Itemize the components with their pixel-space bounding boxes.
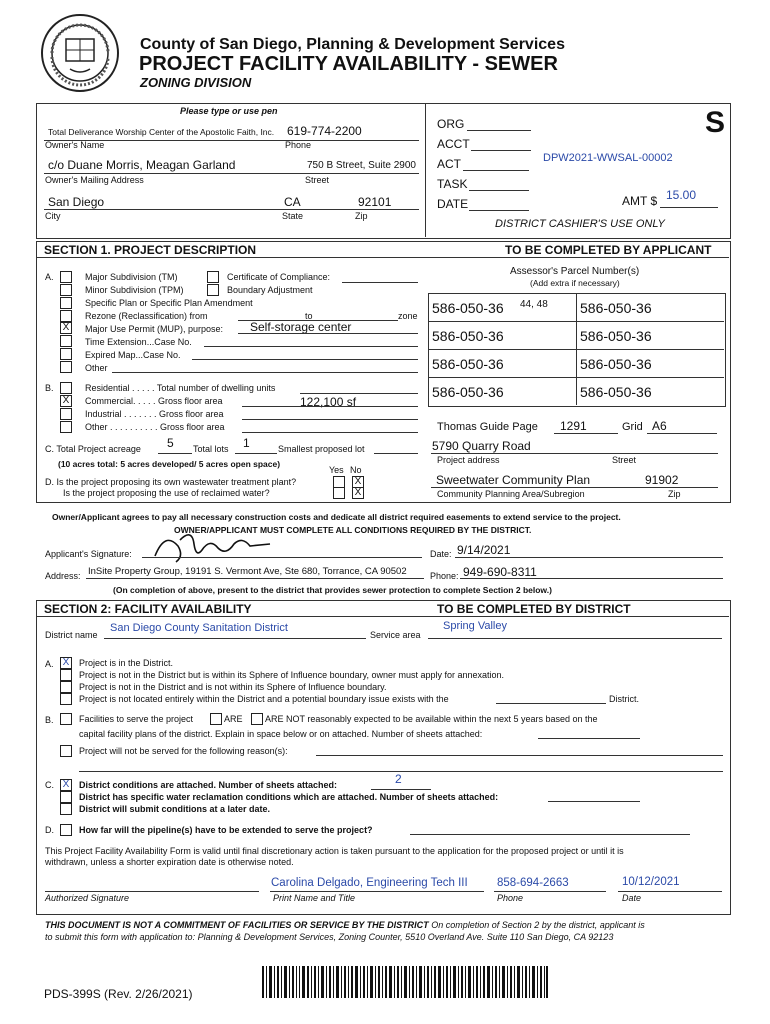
section1-title: SECTION 1. PROJECT DESCRIPTION xyxy=(44,243,257,257)
barcode xyxy=(262,966,548,998)
a-item-3: Project is not in the District and is not within its Sphere of Influence boundary. xyxy=(79,682,387,692)
cashier-task: TASK xyxy=(437,177,468,191)
c-item-2: District has specific water reclamation conditions which are attached. Number of sheets attached: xyxy=(79,792,499,802)
checkbox-later[interactable] xyxy=(60,803,72,815)
checkbox-not-sphere[interactable] xyxy=(60,681,72,693)
community-label: Community Planning Area/Subregion xyxy=(437,489,585,499)
service-area-label: Service area xyxy=(370,630,421,640)
thomas-guide-page: 1291 xyxy=(560,419,587,433)
phone-label: Phone xyxy=(285,140,312,150)
please-type: Please type or use pen xyxy=(180,106,278,116)
checkbox-pipeline[interactable] xyxy=(60,824,72,836)
agreement-address: InSite Property Group, 19191 S. Vermont Ave, Ste 680, Torrance, CA 90502 xyxy=(88,566,407,577)
agreement-phone: 949-690-8311 xyxy=(463,565,537,579)
agreement-date: 9/14/2021 xyxy=(457,543,511,557)
grid-value: A6 xyxy=(652,419,667,433)
mailing-street: 750 B Street, Suite 2900 xyxy=(307,160,416,171)
completion-note: (On completion of above, present to the district that provides sewer protection to complete Section 2 below.) xyxy=(113,585,552,595)
grid-label: Grid xyxy=(622,421,643,433)
parcel-left-3: 586-050-36 xyxy=(432,356,504,372)
print-name: Carolina Delgado, Engineering Tech III xyxy=(271,877,468,889)
signature-label: Applicant's Signature: xyxy=(45,549,132,559)
notice-line2: to submit this form with application to: Planning & Development Services, Zoning Counter, 5510 Overland Ave. Suite 110 San Diego, CA 92123 xyxy=(45,932,614,942)
checkbox-expired-map[interactable] xyxy=(60,348,72,360)
agreement-line2: OWNER/APPLICANT MUST COMPLETE ALL CONDITIONS REQUIRED BY THE DISTRICT. xyxy=(174,525,532,535)
c-item-3: District will submit conditions at a later date. xyxy=(79,804,271,814)
community-zip-label: Zip xyxy=(668,489,681,499)
agreement-address-label: Address: xyxy=(45,571,81,581)
owner-city: San Diego xyxy=(48,195,105,209)
checkbox-in-district[interactable]: X xyxy=(60,657,72,669)
checkbox-boundary[interactable] xyxy=(207,284,219,296)
b-item-2: capital facility plans of the district. Explain in space below or on attached. Number of sheets attached: xyxy=(79,729,483,739)
service-area: Spring Valley xyxy=(443,620,507,632)
s2-a-label: A. xyxy=(45,659,54,669)
commercial-area: 122,100 sf xyxy=(300,395,357,409)
thomas-guide-label: Thomas Guide Page xyxy=(437,421,538,433)
parcel-left-4: 586-050-36 xyxy=(432,384,504,400)
a-item-4: Project is not located entirely within the District and a potential boundary issue exists with the xyxy=(79,694,449,704)
checkbox-industrial[interactable] xyxy=(60,408,72,420)
district-name: San Diego County Sanitation District xyxy=(110,622,288,634)
district-date: 10/12/2021 xyxy=(622,876,680,888)
project-address-label: Project address xyxy=(437,455,500,465)
checkbox-reclaimed-yes[interactable] xyxy=(333,487,345,499)
section1-right-title: TO BE COMPLETED BY APPLICANT xyxy=(505,243,712,257)
parcel-right-1: 586-050-36 xyxy=(580,300,652,316)
item-other-b: Other . . . . . . . . . . Gross floor area xyxy=(85,422,225,432)
parcel-right-2: 586-050-36 xyxy=(580,328,652,344)
b-are-not: ARE NOT reasonably expected to be available within the next 5 years based on the xyxy=(265,714,598,724)
state-label: State xyxy=(282,211,304,221)
s1-a-label: A. xyxy=(45,272,54,282)
notice-rest: On completion of Section 2 by the district, applicant is xyxy=(428,920,645,930)
parcels-subtitle: (Add extra if necessary) xyxy=(530,278,620,288)
item-time-extension: Time Extension...Case No. xyxy=(85,337,192,347)
checkbox-not-served[interactable] xyxy=(60,745,72,757)
item-mup: Major Use Permit (MUP), purpose: xyxy=(85,324,224,334)
section2-title: SECTION 2: FACILITY AVAILABILITY xyxy=(44,602,252,616)
mup-purpose: Self-storage center xyxy=(250,320,352,334)
agreement-line1: Owner/Applicant agrees to pay all necessary construction costs and dedicate all district required easements to extend service to the project. xyxy=(52,512,621,522)
acreage-value: 5 xyxy=(167,436,174,450)
parcel-left-2: 586-050-36 xyxy=(432,328,504,344)
s2-d-label: D. xyxy=(45,825,54,835)
checkbox-reclaimed-no[interactable]: X xyxy=(352,487,364,499)
cashier-org: ORG xyxy=(437,117,465,131)
checkbox-are-not[interactable] xyxy=(251,713,263,725)
form-id: PDS-399S (Rev. 2/26/2021) xyxy=(44,987,193,1001)
total-lots-label: Total lots xyxy=(193,444,229,454)
cashier-amt-value: 15.00 xyxy=(666,188,697,202)
section2-right-title: TO BE COMPLETED BY DISTRICT xyxy=(437,602,631,616)
checkbox-rezone[interactable] xyxy=(60,310,72,322)
parcel-extra: 44, 48 xyxy=(520,299,548,310)
b-are: ARE xyxy=(224,714,243,724)
cashier-date: DATE xyxy=(437,197,469,211)
rezone-to: to xyxy=(305,311,313,321)
item-rezone: Rezone (Reclassification) from xyxy=(85,311,208,321)
cashier-caption: DISTRICT CASHIER'S USE ONLY xyxy=(495,218,665,230)
owner-zip: 92101 xyxy=(358,195,392,209)
d-item-1: How far will the pipeline(s) have to be extended to serve the project? xyxy=(79,825,373,835)
checkbox-mup[interactable]: X xyxy=(60,322,72,334)
checkbox-commercial[interactable]: X xyxy=(60,395,72,407)
street-label: Street xyxy=(305,175,330,185)
mailing-name: c/o Duane Morris, Meagan Garland xyxy=(48,158,236,172)
item-other-a: Other xyxy=(85,363,108,373)
project-street-label: Street xyxy=(612,455,637,465)
validity-line1: This Project Facility Availability Form is valid until final discretionary action is taken pursuant to the application for the proposed project or until it is xyxy=(45,846,624,856)
header-title: County of San Diego, Planning & Development Services xyxy=(140,36,565,53)
rezone-zone: zone xyxy=(398,311,418,321)
district-date-label: Date xyxy=(622,893,642,903)
cashier-acct: ACCT xyxy=(437,137,470,151)
s1-b-label: B. xyxy=(45,383,54,393)
parcel-right-4: 586-050-36 xyxy=(580,384,652,400)
checkbox-certificate[interactable] xyxy=(207,271,219,283)
question-d1: D. Is the project proposing its own wastewater treatment plant? xyxy=(45,477,297,487)
checkbox-other-b[interactable] xyxy=(60,421,72,433)
zip-label: Zip xyxy=(355,211,368,221)
notice-bold: THIS DOCUMENT IS NOT A COMMITMENT OF FACILITIES OR SERVICE BY THE DISTRICT xyxy=(45,920,429,930)
checkbox-major-subdivision[interactable] xyxy=(60,271,72,283)
community-zip: 91902 xyxy=(645,473,679,487)
acres-note: (10 acres total: 5 acres developed/ 5 acres open space) xyxy=(58,459,281,469)
item-major-subdivision: Major Subdivision (TM) xyxy=(85,272,178,282)
question-d2: Is the project proposing the use of reclaimed water? xyxy=(63,488,270,498)
s2-b-label: B. xyxy=(45,715,54,725)
checkbox-conditions[interactable]: X xyxy=(60,779,72,791)
a-item-2: Project is not in the District but is within its Sphere of Influence boundary, owner must apply for annexation. xyxy=(79,670,505,680)
no-label: No xyxy=(350,465,362,475)
item-expired-map: Expired Map...Case No. xyxy=(85,350,181,360)
checkbox-sphere[interactable] xyxy=(60,669,72,681)
checkbox-other-a[interactable] xyxy=(60,361,72,373)
owner-name: Total Deliverance Worship Center of the Apostolic Faith, Inc. xyxy=(48,127,275,137)
b-item-1: Facilities to serve the project xyxy=(79,714,194,724)
owner-state: CA xyxy=(284,195,301,209)
project-address: 5790 Quarry Road xyxy=(432,439,531,453)
applicant-signature xyxy=(150,526,280,566)
item-industrial: Industrial . . . . . . . Gross floor area xyxy=(85,409,224,419)
b-item-3: Project will not be served for the following reason(s): xyxy=(79,746,288,756)
checkbox-residential[interactable] xyxy=(60,382,72,394)
section2-box xyxy=(36,600,731,915)
notice-line1 xyxy=(45,920,645,930)
item-certificate: Certificate of Compliance: xyxy=(227,272,331,282)
cashier-act: ACT xyxy=(437,157,461,171)
owner-name-label: Owner's Name xyxy=(45,140,105,150)
cashier-amt: AMT $ xyxy=(622,194,658,208)
cashier-ref: DPW2021-WWSAL-00002 xyxy=(543,152,673,164)
c-sheets: 2 xyxy=(395,772,402,786)
agreement-date-label: Date: xyxy=(430,549,452,559)
total-lots-value: 1 xyxy=(243,436,250,450)
agreement-phone-label: Phone: xyxy=(430,571,459,581)
parcel-left-1: 586-050-36 xyxy=(432,300,504,316)
smallest-lot-label: Smallest proposed lot xyxy=(278,444,365,454)
checkbox-facilities[interactable] xyxy=(60,713,72,725)
yes-label: Yes xyxy=(329,465,344,475)
checkbox-reclamation[interactable] xyxy=(60,791,72,803)
checkbox-minor-subdivision[interactable] xyxy=(60,284,72,296)
checkbox-plant-no[interactable]: X xyxy=(352,476,364,488)
form-title: PROJECT FACILITY AVAILABILITY - SEWER xyxy=(139,53,558,75)
s2-c-label: C. xyxy=(45,780,54,790)
community-plan: Sweetwater Community Plan xyxy=(436,473,591,487)
acreage-label: C. Total Project acreage xyxy=(45,444,141,454)
item-boundary: Boundary Adjustment xyxy=(227,285,313,295)
item-commercial: Commercial. . . . . Gross floor area xyxy=(85,396,223,406)
c-item-1: District conditions are attached. Number of sheets attached: xyxy=(79,780,338,790)
authorized-signature-label: Authorized Signature xyxy=(45,893,130,903)
county-seal xyxy=(40,13,120,93)
checkbox-time-extension[interactable] xyxy=(60,335,72,347)
parcels-title: Assessor's Parcel Number(s) xyxy=(510,266,640,277)
validity-line2: withdrawn, unless a shorter expiration date is otherwise noted. xyxy=(45,857,294,867)
district-phone: 858-694-2663 xyxy=(497,877,569,889)
form-letter: S xyxy=(705,106,726,139)
checkbox-boundary-issue[interactable] xyxy=(60,693,72,705)
district-name-label: District name xyxy=(45,630,98,640)
checkbox-specific-plan[interactable] xyxy=(60,297,72,309)
division-title: ZONING DIVISION xyxy=(140,75,252,90)
owner-phone: 619-774-2200 xyxy=(287,124,362,138)
a-item-1: Project is in the District. xyxy=(79,658,174,668)
city-label: City xyxy=(45,211,61,221)
item-specific-plan: Specific Plan or Specific Plan Amendment xyxy=(85,298,253,308)
item-minor-subdivision: Minor Subdivision (TPM) xyxy=(85,285,184,295)
district-word: District. xyxy=(609,694,639,704)
parcel-right-3: 586-050-36 xyxy=(580,356,652,372)
item-residential: Residential . . . . . Total number of dwelling units xyxy=(85,383,276,393)
checkbox-are[interactable] xyxy=(210,713,222,725)
print-name-label: Print Name and Title xyxy=(273,893,355,903)
mailing-label: Owner's Mailing Address xyxy=(45,175,144,185)
district-phone-label: Phone xyxy=(497,893,524,903)
